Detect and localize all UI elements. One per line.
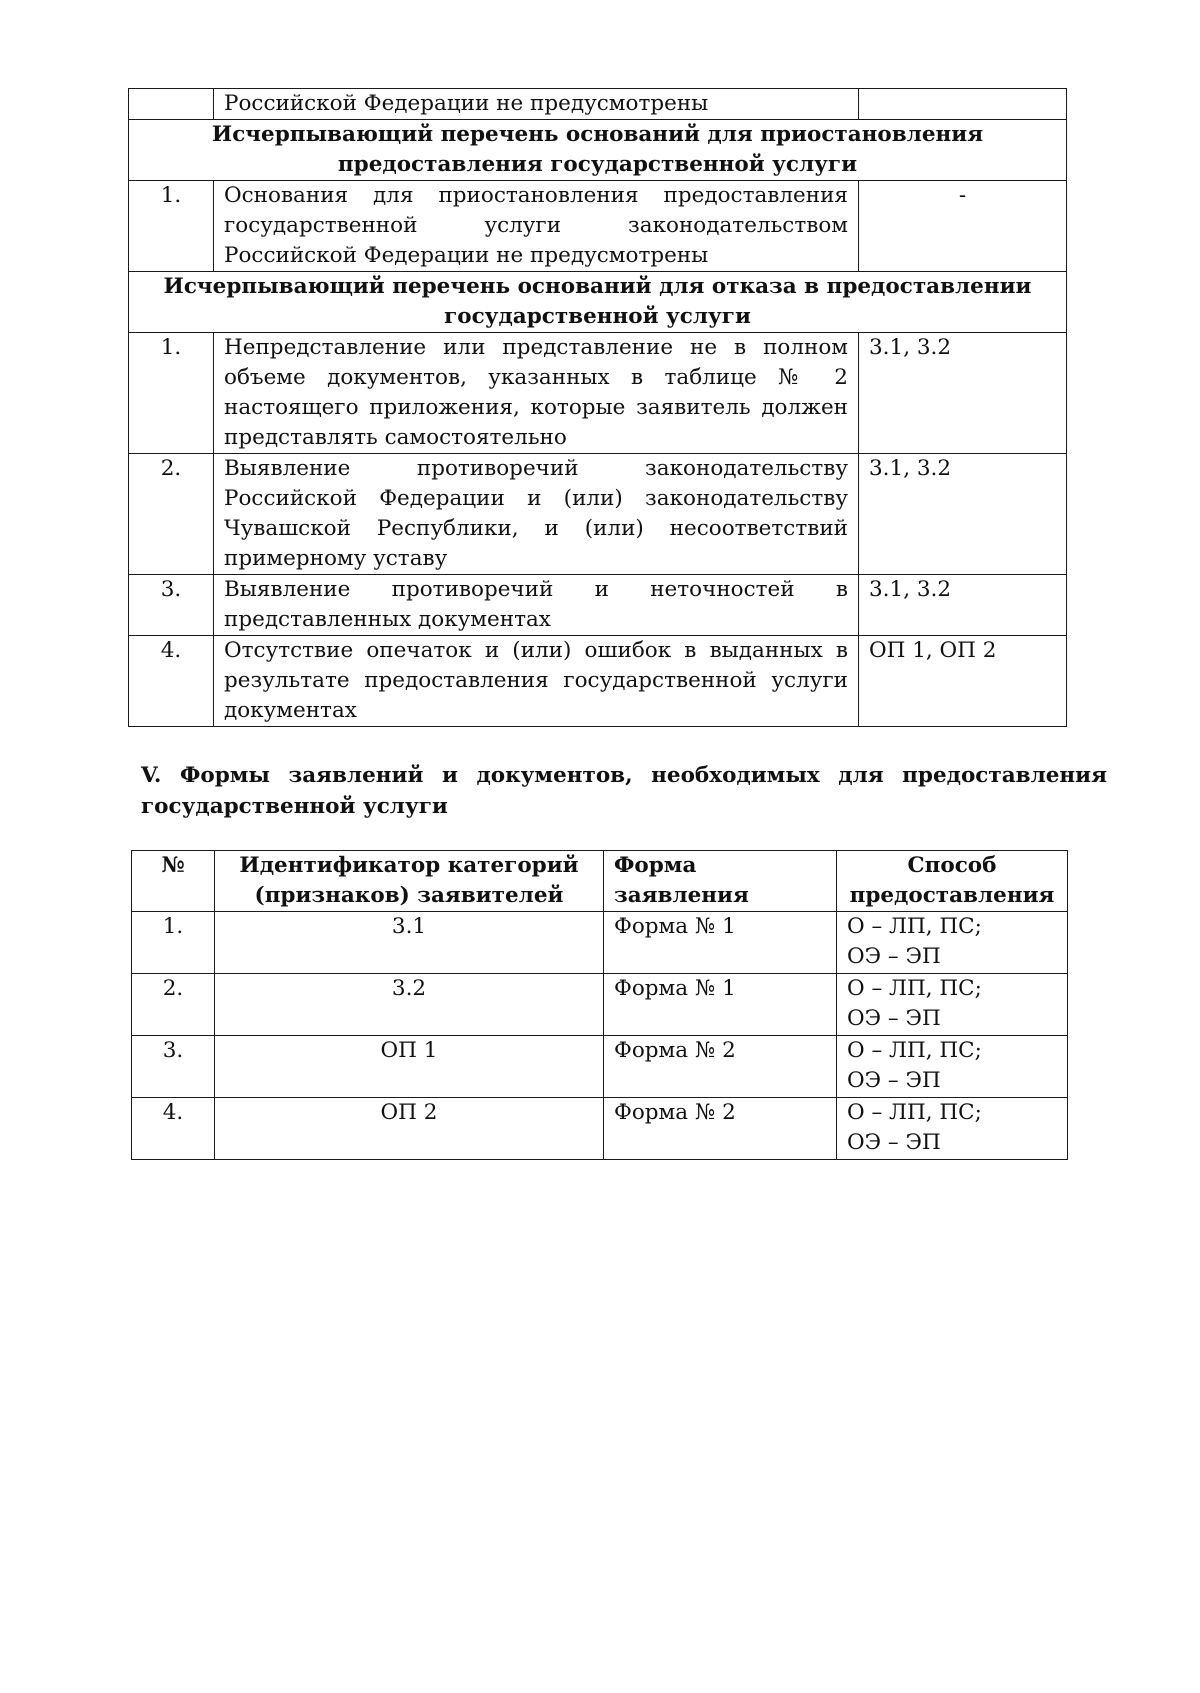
method-line: О – ЛП, ПС;	[847, 914, 982, 939]
method-cell	[837, 974, 1068, 1036]
codes-cell: 3.1, 3.2	[859, 575, 1067, 636]
row-number-cell: 1.	[132, 912, 215, 974]
ground-text-cell: Российской Федерации не предусмотрены	[214, 89, 859, 120]
row-number-cell: 4.	[132, 1098, 215, 1160]
ground-text-cell: Выявление противоречий законодательству Российской Федерации и (или) законодательству Чувашской Республики, и (или) несоответствий примерному уставу	[214, 454, 859, 575]
forms-table	[131, 850, 1068, 1160]
identifier-cell: ОП 1	[215, 1036, 604, 1098]
row-number-cell: 2.	[129, 454, 214, 575]
refusal-header: Исчерпывающий перечень оснований для отказа в предоставлении государственной услуги	[129, 272, 1067, 333]
identifier-cell: 3.2	[215, 974, 604, 1036]
method-line: О – ЛП, ПС;	[847, 976, 982, 1001]
codes-cell: ОП 1, ОП 2	[859, 636, 1067, 727]
form-cell: Форма № 2	[604, 1098, 837, 1160]
header-number: №	[132, 851, 215, 912]
codes-cell: 3.1, 3.2	[859, 333, 1067, 454]
table-row	[129, 181, 1067, 272]
header-method: Способ предоставления	[837, 851, 1068, 912]
table-header-row	[132, 851, 1068, 912]
form-cell: Форма № 2	[604, 1036, 837, 1098]
codes-cell: 3.1, 3.2	[859, 454, 1067, 575]
row-number-cell: 2.	[132, 974, 215, 1036]
method-line: О – ЛП, ПС;	[847, 1038, 982, 1063]
codes-cell	[859, 89, 1067, 120]
table-row	[132, 912, 1068, 974]
form-cell: Форма № 1	[604, 912, 837, 974]
form-cell: Форма № 1	[604, 974, 837, 1036]
method-cell	[837, 1036, 1068, 1098]
row-number-cell: 1.	[129, 181, 214, 272]
method-line: ОЭ – ЭП	[847, 1130, 941, 1155]
codes-cell: -	[859, 181, 1067, 272]
section-header-row	[129, 120, 1067, 181]
suspension-header: Исчерпывающий перечень оснований для приостановления предоставления государственной услуги	[129, 120, 1067, 181]
identifier-cell: ОП 2	[215, 1098, 604, 1160]
table-row	[132, 1098, 1068, 1160]
table-row	[129, 89, 1067, 120]
identifier-cell: 3.1	[215, 912, 604, 974]
ground-text-cell: Основания для приостановления предоставления государственной услуги законодательством Российской Федерации не предусмотрены	[214, 181, 859, 272]
row-number-cell: 1.	[129, 333, 214, 454]
ground-text-cell: Непредставление или представление не в полном объеме документов, указанных в таблице № 2 настоящего приложения, которые заявитель должен представлять самостоятельно	[214, 333, 859, 454]
table-row	[129, 575, 1067, 636]
section-header-row	[129, 272, 1067, 333]
row-number-cell: 3.	[129, 575, 214, 636]
method-line: ОЭ – ЭП	[847, 1006, 941, 1031]
row-number-cell	[129, 89, 214, 120]
method-line: О – ЛП, ПС;	[847, 1100, 982, 1125]
row-number-cell: 4.	[129, 636, 214, 727]
row-number-cell: 3.	[132, 1036, 215, 1098]
method-cell	[837, 912, 1068, 974]
method-line: ОЭ – ЭП	[847, 1068, 941, 1093]
table-row	[132, 974, 1068, 1036]
table-row	[129, 454, 1067, 575]
method-line: ОЭ – ЭП	[847, 944, 941, 969]
ground-text-cell: Отсутствие опечаток и (или) ошибок в выданных в результате предоставления государственной услуги документах	[214, 636, 859, 727]
grounds-table	[128, 88, 1067, 727]
table-row	[132, 1036, 1068, 1098]
section-title: V. Формы заявлений и документов, необходимых для предоставления государственной услуги	[141, 763, 1107, 819]
table-row	[129, 636, 1067, 727]
header-identifier: Идентификатор категорий (признаков) заявителей	[215, 851, 604, 912]
table-row	[129, 333, 1067, 454]
ground-text-cell: Выявление противоречий и неточностей в представленных документах	[214, 575, 859, 636]
header-form: Форма заявления	[604, 851, 837, 912]
method-cell	[837, 1098, 1068, 1160]
